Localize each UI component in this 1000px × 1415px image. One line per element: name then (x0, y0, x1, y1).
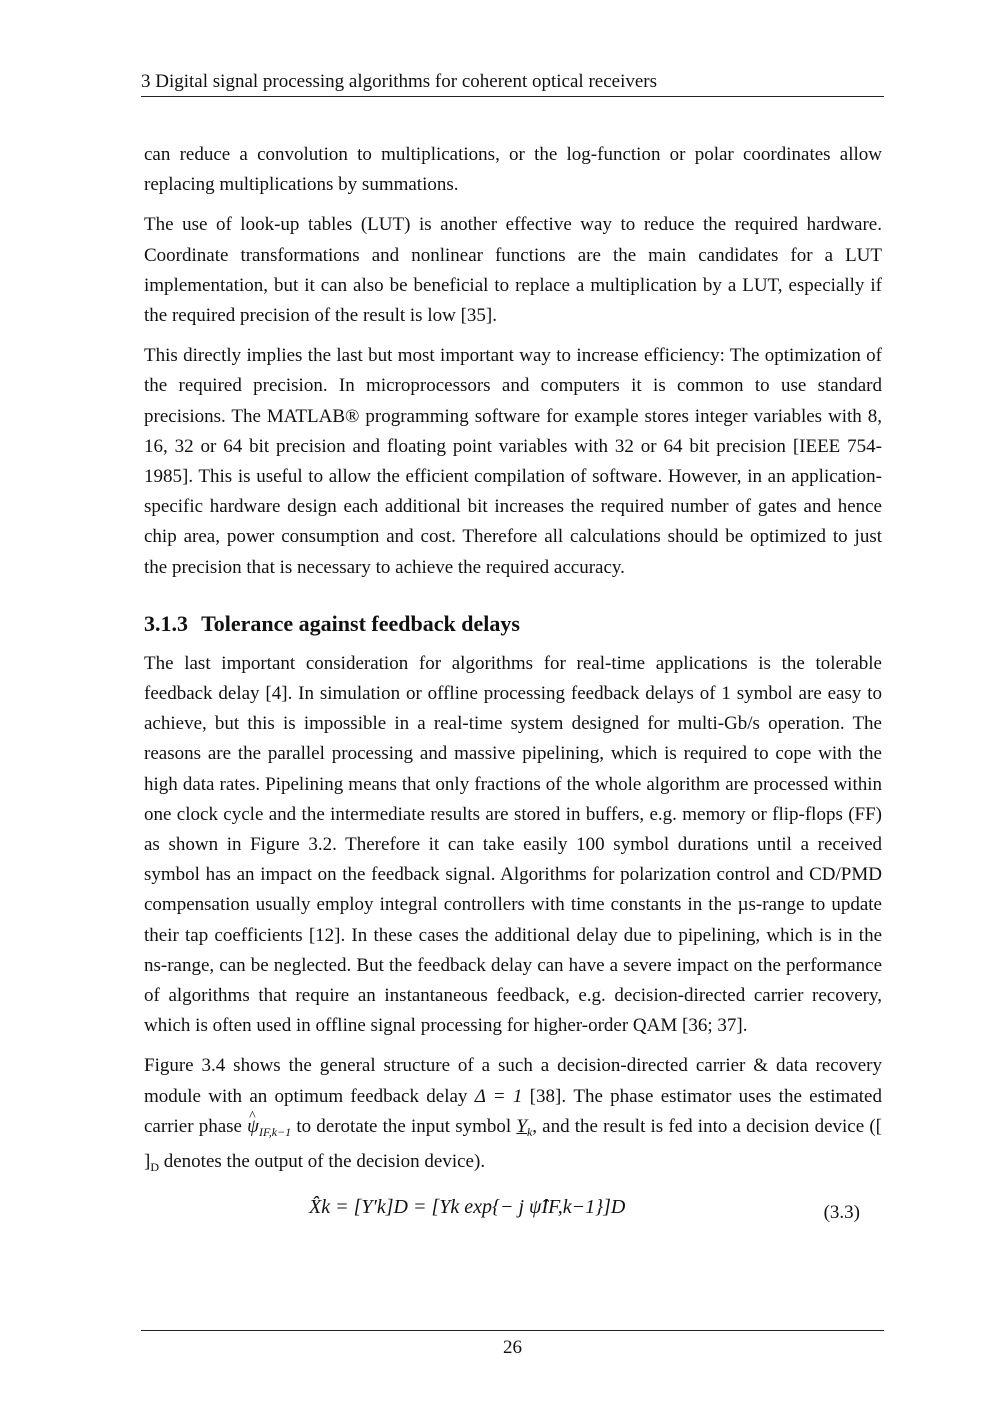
p5-text-5: denotes the output of the decision device). (159, 1151, 486, 1173)
p5-text-1: Figure 3.4 shows the general structure of a such a decision-directed carrier & data recovery module with an optimum feedback delay (144, 1055, 882, 1107)
y-subscript: k (526, 1124, 533, 1139)
page-body (144, 140, 882, 1236)
paragraph-5 (144, 1051, 882, 1182)
running-header (141, 71, 884, 97)
p5-text-4: , and the result is fed into a decision device ([ ] (144, 1115, 882, 1173)
psi-hat-symbol: ^ ψ (247, 1112, 259, 1142)
delta-expression: Δ = 1 (474, 1085, 523, 1107)
psi-subscript: IF,k−1 (258, 1124, 292, 1139)
p5-text-2: [38]. The phase estimator uses the estimated carrier phase (144, 1085, 882, 1137)
section-number: 3.1.3 (144, 610, 188, 636)
running-title: 3 Digital signal processing algorithms for coherent optical receivers (141, 71, 658, 92)
section-title: Tolerance against feedback delays (201, 610, 520, 636)
paragraph-4: The last important consideration for algorithms for real-time applications is the tolerable feedback delay [4]. In simulation or offline processing feedback delays of 1 symbol are easy to achieve, but this is impossible in a real-time system designed for multi-Gb/s operation. The reasons are the parallel processing and massive pipelining, which is required to cope with the high data rates. Pipelining means that only fractions of the whole algorithm are processed within one clock cycle and the intermediate results are stored in buffers, e.g. memory or flip-flops (FF) as shown in Figure 3.2. Therefore it can take easily 100 symbol durations until a received symbol has an impact on the feedback signal. Algorithms for polarization control and CD/PMD compensation usually employ integral controllers with time constants in the µs-range to update their tap coefficients [12]. In these cases the additional delay due to pipelining, which is in the ns-range, can be neglected. But the feedback delay can have a severe impact on the performance of algorithms that require an instantaneous feedback, e.g. decision-directed carrier recovery, which is often used in offline signal processing for higher-order QAM [36; 37]. (144, 652, 882, 1037)
section-heading (144, 609, 882, 639)
d-subscript: D (150, 1160, 159, 1175)
paragraph-2: The use of look-up tables (LUT) is another effective way to reduce the required hardware. Coordinate transformations and nonlinear functions are the main candidates for a LUT implementation, but it can also be beneficial to replace a multiplication by a LUT, especially if the required precision of the result is low [35]. (144, 214, 882, 327)
equation-body: X̂k = [Y′k]D = [Yk exp{− j ψ̂IF,k−1}]D (309, 1196, 626, 1219)
paragraph-3: This directly implies the last but most important way to increase efficiency: The optimization of the required precision. In microprocessors and computers it is common to use standard precisions. The MATLAB® programming software for example stores integer variables with 8, 16, 32 or 64 bit precision and floating point variables with 32 or 64 bit precision [IEEE 754-1985]. This is useful to allow the efficient compilation of software. However, in an application-specific hardware design each additional bit increases the required number of gates and hence chip area, power consumption and cost. Therefore all calculations should be optimized to just the precision that is necessary to achieve the required accuracy. (144, 345, 882, 578)
paragraph-1: can reduce a convolution to multiplications, or the log-function or polar coordinates allow replacing multiplications by summations. (144, 144, 882, 196)
page-number: 26 (503, 1337, 522, 1358)
equation-number: (3.3) (823, 1202, 860, 1224)
y-symbol: Y (516, 1115, 527, 1137)
page-footer (141, 1330, 884, 1359)
p5-text-3: to derotate the input symbol (291, 1115, 517, 1137)
equation-3-3 (144, 1192, 882, 1236)
